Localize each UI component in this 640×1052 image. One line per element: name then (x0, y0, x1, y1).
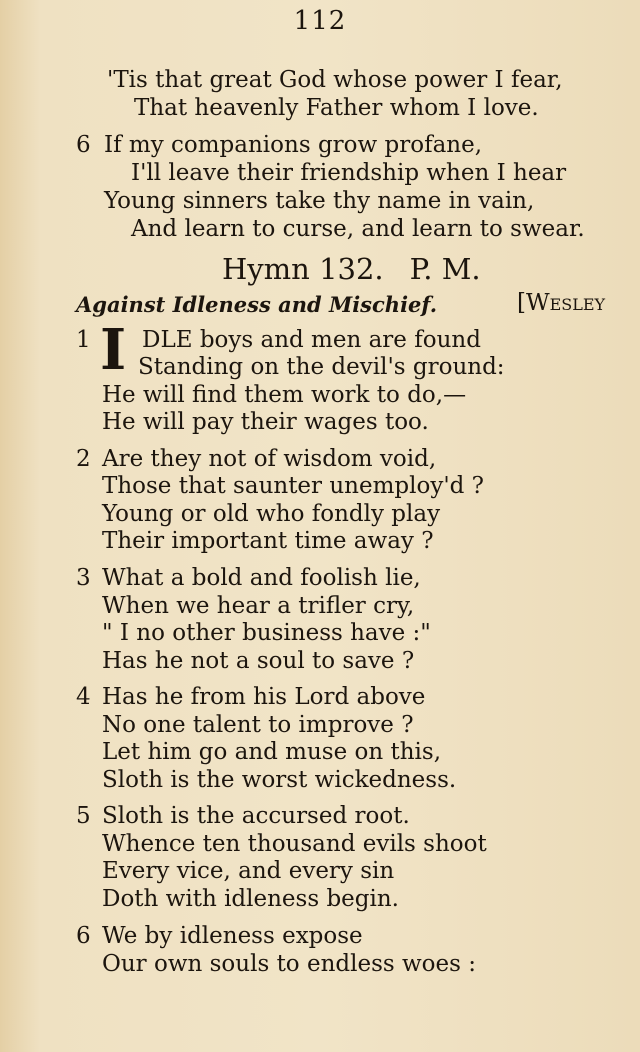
verse-line: Let him go and muse on this, (102, 739, 442, 765)
verse-line: Those that saunter unemploy'd ? (102, 473, 485, 499)
verse-line: Young or old who fondly play (102, 501, 441, 527)
verse-line: We by idleness expose (102, 923, 363, 949)
stanza-number: 6 (76, 923, 91, 949)
verse-line: DLE boys and men are found (142, 327, 481, 353)
verse-line: Has he from his Lord above (102, 684, 426, 710)
verse-line: When we hear a trifler cry, (102, 593, 415, 619)
verse-line: He will find them work to do,— (102, 382, 467, 408)
verse-line: Their important time away ? (102, 528, 434, 554)
verse-line: Doth with idleness begin. (102, 886, 399, 912)
verse-line: If my companions grow profane, (104, 132, 483, 158)
page-number: 112 (293, 6, 347, 36)
verse-line: Has he not a soul to save ? (102, 648, 415, 674)
verse-line: Standing on the devil's ground: (138, 354, 505, 380)
hymn-author: [Wesley (517, 290, 606, 316)
verse-line: I'll leave their friendship when I hear (131, 160, 567, 186)
verse-line: That heavenly Father whom I love. (134, 95, 539, 121)
verse-line: " I no other business have :" (102, 620, 431, 646)
verse-line: And learn to curse, and learn to swear. (131, 216, 585, 242)
verse-line: Young sinners take thy name in vain, (104, 188, 535, 214)
stanza-number: 5 (76, 803, 91, 829)
stanza-number: 3 (76, 565, 91, 591)
verse-line: Sloth is the accursed root. (102, 803, 410, 829)
stanza-number: 2 (76, 446, 91, 472)
verse-line: Sloth is the worst wickedness. (102, 767, 457, 793)
stanza-number: 1 (76, 327, 91, 353)
verse-line: 'Tis that great God whose power I fear, (107, 67, 563, 93)
hymn-meter: P. M. (409, 252, 481, 286)
hymn-subtitle: Against Idleness and Mischief. (76, 292, 437, 317)
verse-line: No one talent to improve ? (102, 712, 414, 738)
verse-line: He will pay their wages too. (102, 409, 429, 435)
verse-line: What a bold and foolish lie, (102, 565, 421, 591)
stanza-number: 4 (76, 684, 91, 710)
verse-line: Whence ten thousand evils shoot (102, 831, 487, 857)
verse-line: Are they not of wisdom void, (102, 446, 437, 472)
stanza-number: 6 (76, 132, 91, 158)
verse-line: Every vice, and every sin (102, 858, 395, 884)
hymn-title (222, 252, 507, 286)
drop-cap: I (100, 317, 127, 383)
hymn-number: Hymn 132. (222, 252, 384, 286)
verse-line: Our own souls to endless woes : (102, 951, 477, 977)
